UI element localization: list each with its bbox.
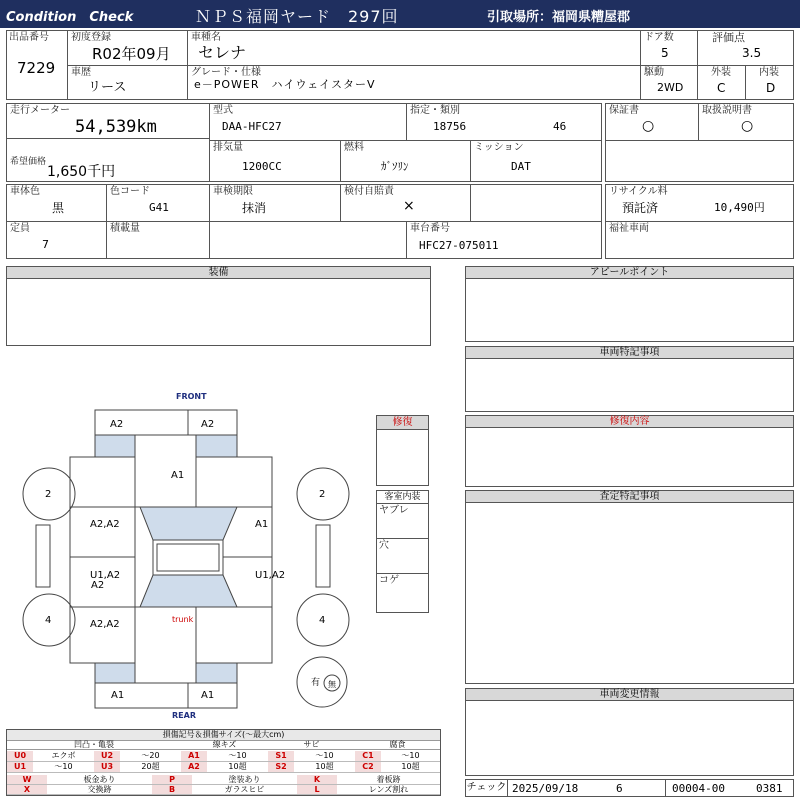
model: DAA-HFC27	[222, 120, 282, 133]
manual-label: 取扱説明書	[702, 105, 752, 116]
legend-desc: 交換跡	[47, 785, 152, 795]
legend-desc: ガラスヒビ	[192, 785, 297, 795]
inspection-label: 車検期限	[213, 186, 253, 197]
legend-desc: ～10	[294, 751, 355, 762]
legend-code: A1	[181, 751, 207, 762]
blank-cell-2	[470, 184, 602, 222]
mark-rear-right: A1	[201, 690, 215, 701]
footer-date: 2025/09/18	[512, 782, 579, 795]
liability: ×	[403, 198, 415, 214]
load-cell	[106, 221, 210, 259]
repair-content-panel	[465, 415, 794, 487]
recycle-status: 預託済	[622, 201, 659, 215]
appeal-panel	[465, 266, 794, 342]
mission-cell	[470, 140, 602, 182]
exterior: C	[717, 81, 726, 95]
mark-left-rear-door-2: A2	[91, 580, 105, 591]
legend-desc: エクボ	[33, 751, 94, 762]
car-name: セレナ	[198, 43, 247, 62]
legend-code: W	[7, 775, 47, 785]
first-reg-label: 初度登録	[71, 32, 111, 43]
legend-code: K	[297, 775, 337, 785]
interior-box	[376, 490, 429, 613]
fuel-label: 燃料	[344, 142, 364, 153]
legend-code: U1	[7, 762, 33, 773]
interior-burn-label: コゲ	[379, 575, 399, 586]
mission-label: ミッション	[474, 142, 524, 153]
mark-left-rear-quarter: A2,A2	[90, 619, 120, 630]
score: 3.5	[742, 46, 762, 60]
designation-cell	[406, 103, 602, 141]
legend-group-title: 線キズ	[212, 740, 237, 749]
legend-desc: レンズ割れ	[337, 785, 440, 795]
legend-desc: 板金あり	[47, 775, 152, 785]
front-label: FRONT	[176, 392, 207, 401]
price: 1,650千円	[47, 164, 116, 180]
first-reg: R02年09月	[92, 45, 171, 63]
change-info-title: 車両変更情報	[466, 689, 793, 701]
manual: ○	[741, 118, 754, 134]
color-label: 車体色	[10, 186, 40, 197]
history-cell	[67, 65, 188, 100]
legend-code: S2	[268, 762, 294, 773]
grade-cell	[187, 65, 641, 100]
car-name-label: 車種名	[191, 32, 221, 43]
footer-num: 6	[616, 782, 623, 795]
designation: 18756	[433, 120, 467, 133]
drive: 2WD	[657, 81, 684, 94]
displacement: 1200CC	[242, 160, 282, 173]
lot-no-cell	[6, 30, 68, 100]
tire-fl: 2	[45, 489, 52, 500]
welfare-cell	[605, 221, 794, 259]
legend-code: B	[152, 785, 192, 795]
price-label: 希望価格	[10, 157, 47, 167]
designation-label: 指定・類別	[410, 105, 460, 116]
interior-hole-cell	[377, 539, 428, 574]
equipment-title: 装備	[7, 267, 430, 279]
legend-desc: 10超	[207, 762, 268, 773]
color-code-label: 色コード	[110, 186, 150, 197]
fuel: ｶﾞｿﾘﾝ	[381, 160, 409, 173]
model-cell	[209, 103, 407, 141]
interior-box-title: 客室内装	[377, 491, 428, 504]
repair-box-title: 修復	[377, 416, 428, 430]
mileage: 54,539km	[75, 117, 157, 137]
tire-rl: 4	[45, 615, 52, 626]
header-auction: ＮＰＳ福岡ヤード 297回	[195, 7, 399, 26]
equipment-panel	[6, 266, 431, 346]
warranty-label: 保証書	[609, 105, 639, 116]
exterior-label: 外装	[711, 67, 731, 78]
header-bar	[0, 0, 800, 28]
displacement-cell	[209, 140, 341, 182]
legend-desc: 10超	[294, 762, 355, 773]
mission: DAT	[511, 160, 531, 173]
mark-left-front-door: A2,A2	[90, 519, 120, 530]
legend-code: C1	[355, 751, 381, 762]
history-label: 車歴	[71, 67, 91, 78]
mark-right-rear-door: U1,A2	[255, 570, 286, 581]
legend-group-title: 腐食	[389, 740, 406, 749]
liability-cell	[340, 184, 471, 222]
footer-bar	[465, 779, 794, 797]
warranty-cell	[605, 103, 699, 141]
history: リース	[88, 80, 127, 95]
mileage-label: 走行メーター	[10, 105, 70, 116]
doors-label: ドア数	[644, 32, 674, 43]
color-code-cell	[106, 184, 210, 222]
appeal-title: アピールポイント	[466, 267, 793, 279]
legend-code: U3	[94, 762, 120, 773]
color: 黒	[52, 201, 65, 215]
legend-group-title: 凹凸・亀裂	[74, 740, 114, 749]
recycle-fee: 10,490円	[714, 201, 765, 214]
car-diagram	[0, 380, 440, 725]
manual-cell	[698, 103, 794, 141]
inspection-notes-panel	[465, 490, 794, 684]
check-label: チェック	[466, 780, 508, 796]
inspection-notes-title: 査定特記事項	[466, 491, 793, 503]
footer-divider	[665, 780, 666, 796]
model-label: 型式	[213, 105, 233, 116]
legend-code: L	[297, 785, 337, 795]
recycle-label: リサイクル料	[609, 186, 668, 197]
blank-cell-1	[605, 140, 794, 182]
blank-cell-3	[209, 221, 407, 259]
load-label: 積載量	[110, 223, 140, 234]
legend-desc: 20超	[120, 762, 181, 773]
car-name-cell	[187, 30, 641, 66]
category: 46	[553, 120, 567, 133]
trunk-label: trunk	[172, 615, 194, 624]
interior-hole-label: 穴	[379, 540, 389, 551]
mark-front-left: A2	[110, 419, 124, 430]
footer-code1: 00004-00	[672, 782, 725, 795]
legend-desc: ～10	[33, 762, 94, 773]
legend-code: U2	[94, 751, 120, 762]
legend-code: U0	[7, 751, 33, 762]
header-pickup: 引取場所：福岡県糟屋郡	[487, 10, 631, 25]
score-cell	[697, 30, 794, 66]
capacity-cell	[6, 221, 107, 259]
rear-label: REAR	[172, 711, 196, 720]
score-label: 評価点	[712, 31, 745, 44]
legend-code: X	[7, 785, 47, 795]
legend-group-title: サビ	[303, 740, 320, 749]
legend-desc: 着板跡	[337, 775, 440, 785]
legend-desc: ～10	[381, 751, 440, 762]
legend-code: A2	[181, 762, 207, 773]
mark-rear-left: A1	[111, 690, 125, 701]
lot-no: 7229	[17, 59, 56, 77]
inspection-cell	[209, 184, 341, 222]
legend-panel	[6, 729, 441, 796]
special-title: 車両特記事項	[466, 347, 793, 359]
grade: e－POWER ハイウェイスターV	[194, 78, 376, 91]
legend-title: 損傷記号＆損傷サイズ(～最大cm)	[7, 730, 440, 740]
color-cell	[6, 184, 107, 222]
welfare-label: 福祉車両	[609, 223, 649, 234]
interior-label: 内装	[759, 67, 779, 78]
spare-mark: 無	[328, 680, 336, 689]
lot-no-label: 出品番号	[9, 32, 49, 43]
spare-label: 有	[311, 678, 321, 688]
mark-left-rear-door-1: U1,A2	[90, 570, 121, 581]
fuel-cell	[340, 140, 471, 182]
mark-hood: A1	[171, 470, 185, 481]
chassis-label: 車台番号	[410, 223, 450, 234]
mark-right-front-door: A1	[255, 519, 269, 530]
repair-box	[376, 415, 429, 486]
legend-desc: ～20	[120, 751, 181, 762]
legend-desc: ～10	[207, 751, 268, 762]
mileage-cell	[6, 103, 210, 139]
capacity: 7	[42, 238, 49, 251]
mark-front-right: A2	[201, 419, 215, 430]
interior-tear-cell	[377, 504, 428, 539]
special-panel	[465, 346, 794, 412]
legend-code: C2	[355, 762, 381, 773]
first-reg-cell	[67, 30, 188, 66]
interior: D	[766, 81, 776, 95]
price-cell	[6, 138, 210, 182]
change-info-panel	[465, 688, 794, 776]
legend-code: P	[152, 775, 192, 785]
chassis-cell	[406, 221, 602, 259]
repair-content-title: 修復内容	[466, 416, 793, 428]
tire-fr: 2	[319, 489, 326, 500]
interior-burn-cell	[377, 574, 428, 612]
drive-label: 駆動	[644, 67, 664, 78]
capacity-label: 定員	[10, 223, 30, 234]
exterior-cell	[697, 65, 746, 100]
recycle-cell	[605, 184, 794, 222]
interior-cell	[745, 65, 794, 100]
grade-label: グレード・仕様	[191, 67, 261, 78]
tire-rr: 4	[319, 615, 326, 626]
header-left-title: Condition Check	[6, 10, 134, 25]
legend-desc: 塗装あり	[192, 775, 297, 785]
displacement-label: 排気量	[213, 142, 243, 153]
inspection: 抹消	[242, 201, 267, 215]
footer-code2: 0381	[756, 782, 783, 795]
drive-cell	[640, 65, 698, 100]
color-code: G41	[149, 201, 169, 214]
legend-code: S1	[268, 751, 294, 762]
interior-tear-label: ヤブレ	[379, 505, 409, 516]
warranty: ○	[642, 118, 655, 134]
legend-desc: 10超	[381, 762, 440, 773]
chassis: HFC27-075011	[419, 239, 499, 252]
liability-label: 検付自賠責	[344, 186, 394, 197]
doors: 5	[661, 46, 669, 60]
doors-cell	[640, 30, 698, 66]
